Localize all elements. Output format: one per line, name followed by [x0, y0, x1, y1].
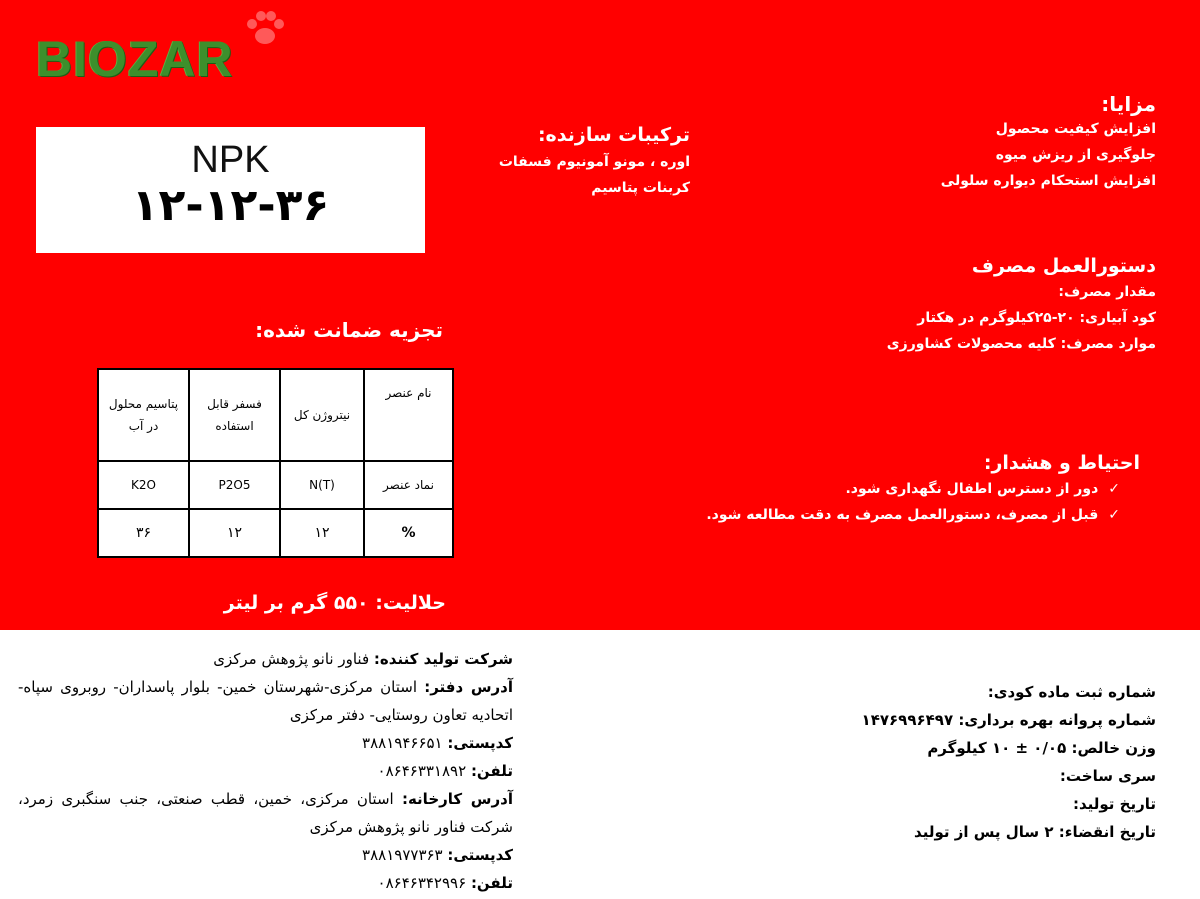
table-cell: پتاسیم محلول در آب [98, 369, 189, 461]
warning-text: دور از دسترس اطفال نگهداری شود. [845, 481, 1099, 497]
office-label: آدرس دفتر: [424, 678, 513, 696]
biozar-logo: BIOZAR [36, 31, 234, 87]
table-cell: ۱۲ [189, 509, 280, 557]
factory-postal-line [18, 841, 513, 869]
checkmark-icon: ✓ [1108, 481, 1120, 497]
warnings-section [660, 452, 1140, 528]
composition-line: کربنات پتاسیم [591, 180, 690, 196]
solubility-text: حلالیت: ۵۵۰ گرم بر لیتر [223, 592, 446, 614]
warning-text: قبل از مصرف، دستورالعمل مصرف به دقت مطالعه شود. [706, 507, 1099, 523]
paw-print-icon [240, 4, 290, 54]
composition-heading: ترکیبات سازنده: [537, 124, 690, 146]
table-row [98, 369, 453, 461]
checkmark-icon: ✓ [1108, 507, 1120, 523]
product-box [36, 127, 425, 253]
composition-line: اوره ، مونو آمونیوم فسفات [498, 154, 690, 170]
product-name: NPK [191, 139, 270, 181]
instructions-section [816, 255, 1156, 357]
table-cell: ۳۶ [98, 509, 189, 557]
instructions-heading: دستورالعمل مصرف [971, 255, 1156, 277]
table-cell: K2O [98, 461, 189, 509]
office-phone-line [18, 757, 513, 785]
table-cell: نیتروژن کل [280, 369, 364, 461]
benefit-item: افزایش استحکام دیواره سلولی [940, 173, 1156, 189]
table-cell: نماد عنصر [364, 461, 453, 509]
registration-line: تاریخ تولید: [1072, 795, 1156, 813]
guaranteed-analysis-table [97, 368, 454, 558]
factory-address [18, 785, 513, 841]
benefit-item: افزایش کیفیت محصول [995, 121, 1156, 137]
factory-postal-code: ۳۸۸۱۹۷۷۳۶۳ [362, 846, 443, 864]
warnings-heading: احتیاط و هشدار: [983, 452, 1140, 474]
benefits-section [836, 92, 1156, 194]
factory-phone-line [18, 869, 513, 897]
warning-item [660, 502, 1120, 528]
table-row [98, 461, 453, 509]
table-cell: % [364, 509, 453, 557]
table-row [98, 509, 453, 557]
benefit-item: جلوگیری از ریزش میوه [995, 147, 1156, 163]
office-value: استان مرکزی-شهرستان خمین- بلوار پاسداران- روبروی سپاه- اتحادیه تعاون روستایی- دفتر مرکزی [18, 678, 513, 724]
postal-label: کدپستی: [447, 846, 513, 864]
company-line [18, 645, 513, 673]
postal-label: کدپستی: [447, 734, 513, 752]
office-phone: ۰۸۶۴۶۳۳۱۸۹۲ [377, 762, 467, 780]
manufacturer-info [18, 645, 513, 897]
table-cell: ۱۲ [280, 509, 364, 557]
composition-section [430, 124, 690, 201]
registration-line: سری ساخت: [1059, 767, 1156, 785]
company-label: شرکت تولید کننده: [373, 650, 513, 668]
table-cell: P2O5 [189, 461, 280, 509]
table-cell: نام عنصر [364, 369, 453, 461]
analysis-heading: تجزیه ضمانت شده: [255, 318, 443, 342]
factory-label: آدرس کارخانه: [401, 790, 513, 808]
office-postal-code: ۳۸۸۱۹۴۶۶۵۱ [362, 734, 443, 752]
product-formula: ۱۲-۱۲-۳۶ [131, 180, 330, 231]
instruction-line: کود آبیاری: ۲۰-۲۵کیلوگرم در هکتار [917, 310, 1156, 326]
registration-line: شماره ثبت ماده کودی: [987, 683, 1156, 701]
registration-line: شماره پروانه بهره برداری: ۱۴۷۶۹۹۶۴۹۷ [861, 711, 1156, 729]
instruction-line: موارد مصرف: کلیه محصولات کشاورزی [886, 336, 1156, 352]
registration-line: وزن خالص: ۰/۰۵ ± ۱۰ کیلوگرم [927, 739, 1156, 757]
office-address [18, 673, 513, 729]
table-cell: فسفر قابل استفاده [189, 369, 280, 461]
phone-label: تلفن: [470, 874, 513, 892]
table-cell: N(T) [280, 461, 364, 509]
phone-label: تلفن: [470, 762, 513, 780]
office-postal-line [18, 729, 513, 757]
company-value: فناور نانو پژوهش مرکزی [213, 650, 370, 668]
registration-info [862, 678, 1156, 846]
factory-phone: ۰۸۶۴۶۳۴۲۹۹۶ [377, 874, 467, 892]
warning-item [660, 476, 1120, 502]
benefits-heading: مزایا: [1101, 92, 1156, 116]
registration-line: تاریخ انقضاء: ۲ سال پس از تولید [914, 823, 1156, 841]
factory-value: استان مرکزی، خمین، قطب صنعتی، جنب سنگبری زمرد، شرکت فناور نانو پژوهش مرکزی [18, 790, 513, 836]
instruction-line: مقدار مصرف: [1058, 284, 1156, 300]
